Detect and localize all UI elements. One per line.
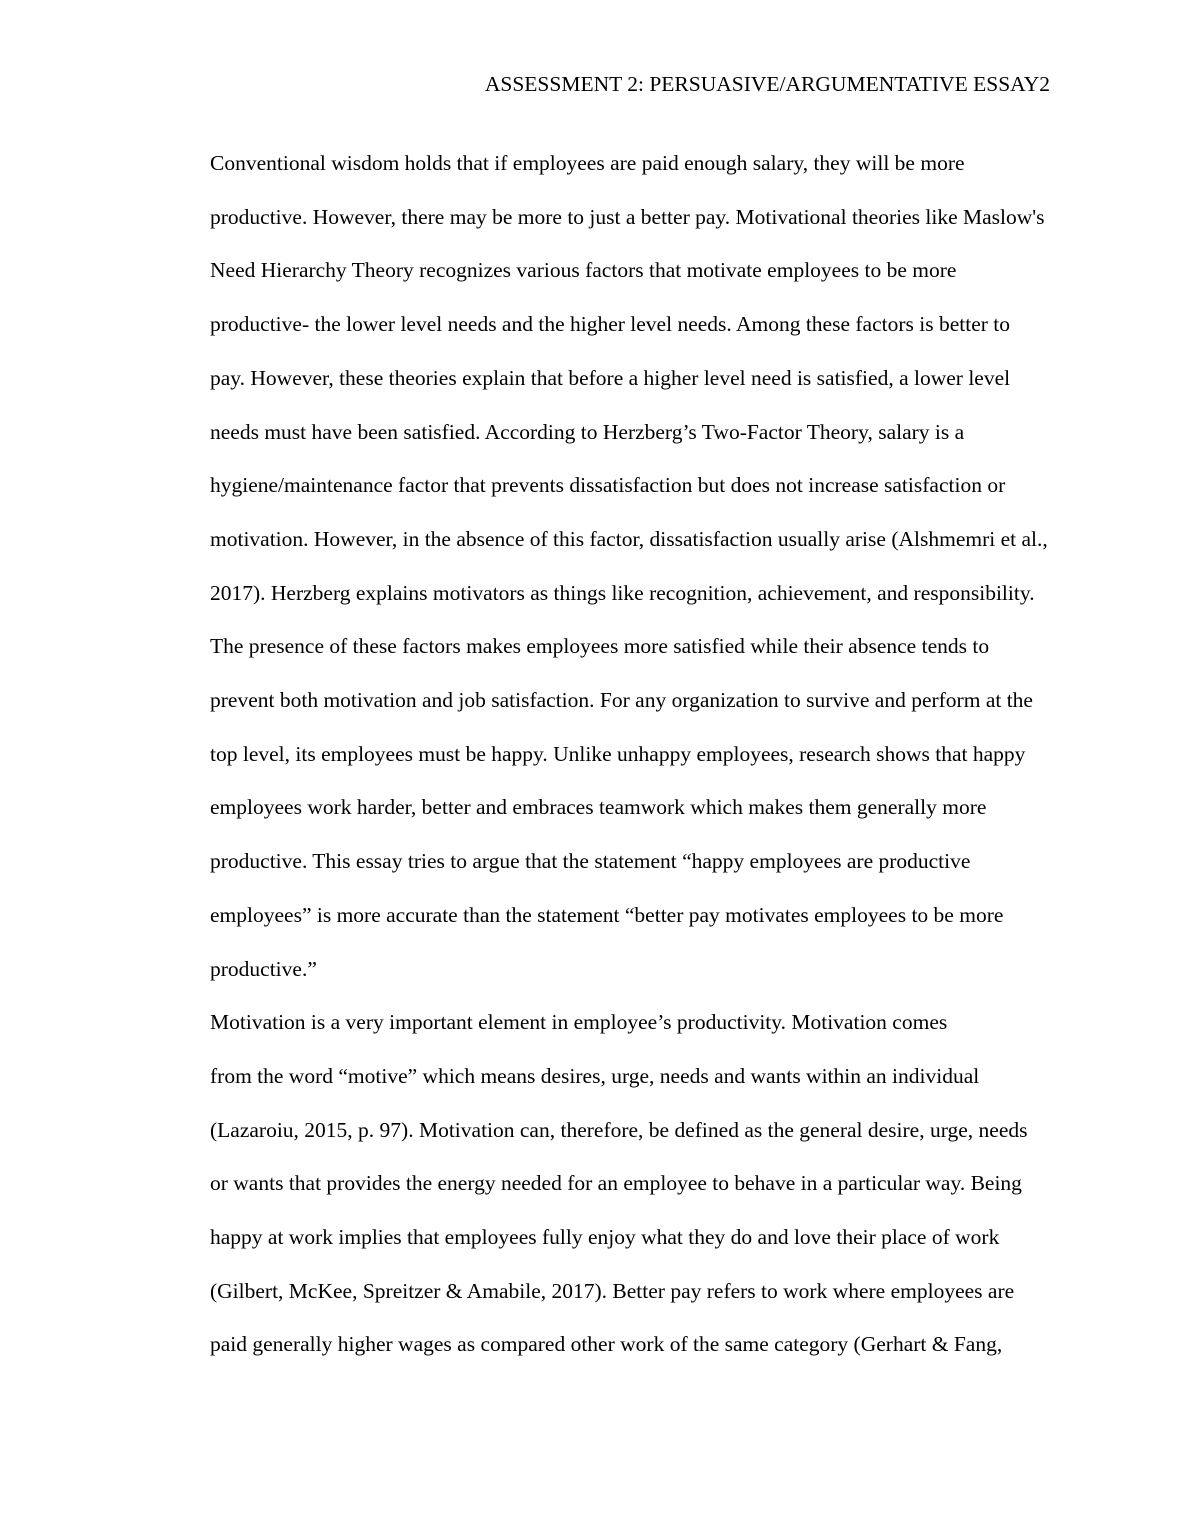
text-line: (Lazaroiu, 2015, p. 97). Motivation can, therefore, be defined as the general desire, urge, needs [210, 1117, 1028, 1142]
text-line: prevent both motivation and job satisfaction. For any organization to survive and perform at the [210, 688, 1033, 713]
running-head [485, 70, 1050, 98]
text-line: employees” is more accurate than the statement “better pay motivates employees to be more [210, 902, 1004, 927]
text-line: productive. This essay tries to argue that the statement “happy employees are productive [210, 849, 971, 874]
text-line: employees work harder, better and embraces teamwork which makes them generally more [210, 795, 987, 820]
text-line: pay. However, these theories explain that before a higher level need is satisfied, a lower level [210, 365, 1011, 390]
text-line: needs must have been satisfied. According to Herzberg’s Two-Factor Theory, salary is a [210, 419, 965, 444]
text-line: productive. However, there may be more to just a better pay. Motivational theories like Maslow's [210, 204, 1045, 229]
text-line: (Gilbert, McKee, Spreitzer & Amabile, 2017). Better pay refers to work where employees are [210, 1278, 1015, 1303]
page-number: 2 [1039, 72, 1050, 96]
text-line: Need Hierarchy Theory recognizes various factors that motivate employees to be more [210, 258, 957, 283]
text-line: happy at work implies that employees fully enjoy what they do and love their place of work [210, 1225, 1000, 1250]
text-line: hygiene/maintenance factor that prevents dissatisfaction but does not increase satisfaction or [210, 473, 1006, 498]
text-line: productive- the lower level needs and the higher level needs. Among these factors is better to [210, 312, 1011, 337]
text-line: top level, its employees must be happy. Unlike unhappy employees, research shows that happy [210, 741, 1026, 766]
text-line: The presence of these factors makes employees more satisfied while their absence tends to [210, 634, 990, 659]
running-head-title: ASSESSMENT 2: PERSUASIVE/ARGUMENTATIVE ESSAY [484, 72, 1040, 96]
text-line: paid generally higher wages as compared other work of the same category (Gerhart & Fang, [210, 1332, 1003, 1357]
text-line: 2017). Herzberg explains motivators as things like recognition, achievement, and responsibility. [210, 580, 1035, 605]
text-line: Conventional wisdom holds that if employees are paid enough salary, they will be more [210, 151, 965, 175]
text-line: Motivation is a very important element in employee’s productivity. Motivation comes [210, 1010, 948, 1035]
text-line: productive.” [210, 956, 317, 981]
paragraph-introduction [140, 137, 1052, 996]
paragraph-motivation [140, 996, 1052, 1372]
text-line: motivation. However, in the absence of this factor, dissatisfaction usually arise (Alshmemri et al., [210, 526, 1048, 551]
essay-body [140, 137, 1052, 1372]
text-line: from the word “motive” which means desires, urge, needs and wants within an individual [210, 1063, 980, 1088]
text-line: or wants that provides the energy needed for an employee to behave in a particular way. Being [210, 1171, 1022, 1196]
